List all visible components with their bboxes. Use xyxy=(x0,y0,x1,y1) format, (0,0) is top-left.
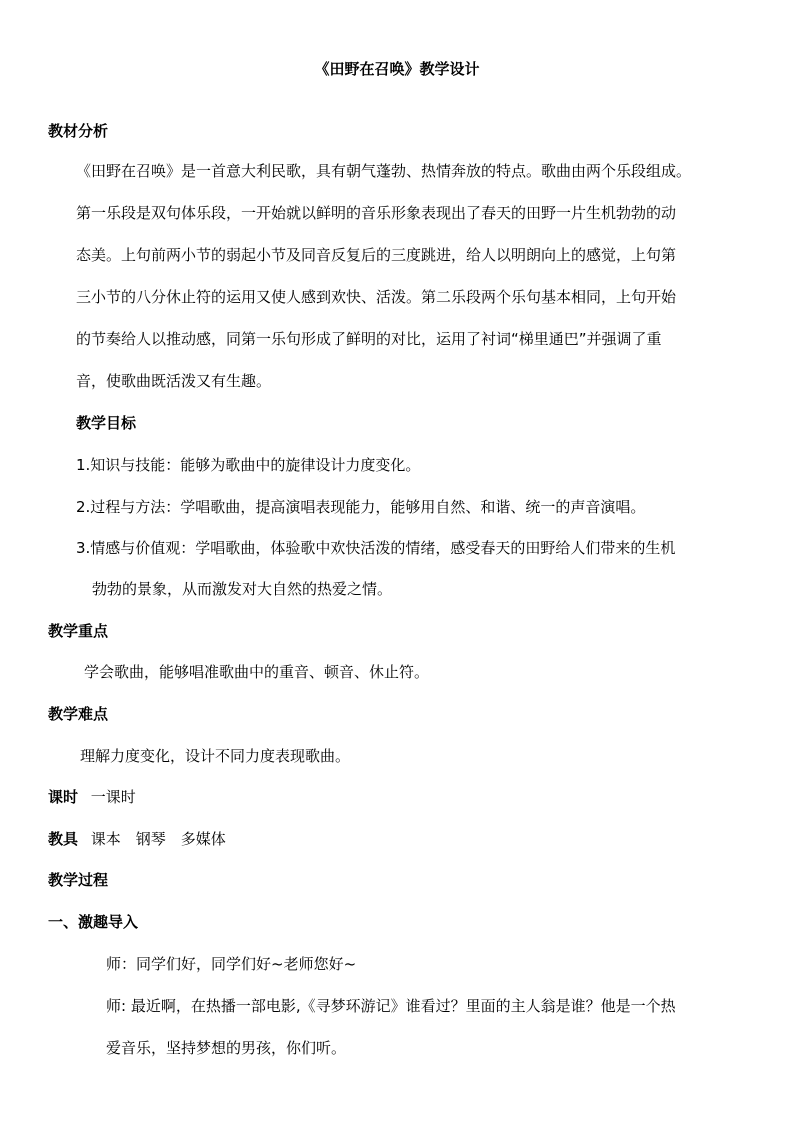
key-heading: 教学重点 xyxy=(48,622,109,640)
goal-item: 1.知识与技能：能够为歌曲中的旋律设计力度变化。 xyxy=(76,456,421,474)
analysis-line: 三小节的八分休止符的运用又使人感到欢快、活泼。第二乐段两个乐句基本相同，上句开始 xyxy=(76,288,677,306)
difficulty-heading: 教学难点 xyxy=(48,705,109,723)
difficulty-text: 理解力度变化，设计不同力度表现歌曲。 xyxy=(80,747,351,765)
dialogue-line: 师: 最近啊，在热播一部电影,《寻梦环游记》谁看过？里面的主人翁是谁？他是一个热 xyxy=(106,997,676,1015)
process-heading: 教学过程 xyxy=(48,871,109,889)
analysis-line: 态美。上句前两小节的弱起小节及同音反复后的三度跳进，给人以明朗向上的感觉，上句第 xyxy=(76,246,677,264)
period-row xyxy=(48,786,136,808)
dialogue-line: 爱音乐，坚持梦想的男孩，你们听。 xyxy=(106,1039,347,1057)
goals-heading: 教学目标 xyxy=(76,414,137,432)
goal-item: 3.情感与价值观：学唱歌曲，体验歌中欢快活泼的情绪，感受春天的田野给人们带来的生机 xyxy=(76,539,676,557)
tools-label: 教具 xyxy=(48,830,79,848)
tools-row xyxy=(48,828,226,850)
analysis-heading: 教材分析 xyxy=(48,122,109,140)
dialogue-line: 师：同学们好，同学们好~老师您好~ xyxy=(106,955,357,973)
key-text: 学会歌曲，能够唱准歌曲中的重音、顿音、休止符。 xyxy=(84,663,430,681)
analysis-line: 的节奏给人以推动感，同第一乐句形成了鲜明的对比，运用了衬词“梯里通巴”并强调了重 xyxy=(76,330,662,348)
period-label: 课时 xyxy=(48,788,79,806)
step1-heading: 一、激趣导入 xyxy=(48,913,139,931)
period-value: 一课时 xyxy=(90,788,136,806)
document-title: 《田野在召唤》教学设计 xyxy=(314,60,480,78)
tools-value: 课本 钢琴 多媒体 xyxy=(90,830,226,848)
analysis-line: 第一乐段是双句体乐段，一开始就以鲜明的音乐形象表现出了春天的田野一片生机勃勃的动 xyxy=(76,204,677,222)
analysis-line: 音，使歌曲既活泼又有生趣。 xyxy=(76,372,272,390)
goal-item-continuation: 勃勃的景象，从而激发对大自然的热爱之情。 xyxy=(92,580,393,598)
goal-item: 2.过程与方法：学唱歌曲，提高演唱表现能力，能够用自然、和谐、统一的声音演唱。 xyxy=(76,498,646,516)
analysis-line: 《田野在召唤》是一首意大利民歌，具有朝气蓬勃、热情奔放的特点。歌曲由两个乐段组成。 xyxy=(76,162,692,180)
